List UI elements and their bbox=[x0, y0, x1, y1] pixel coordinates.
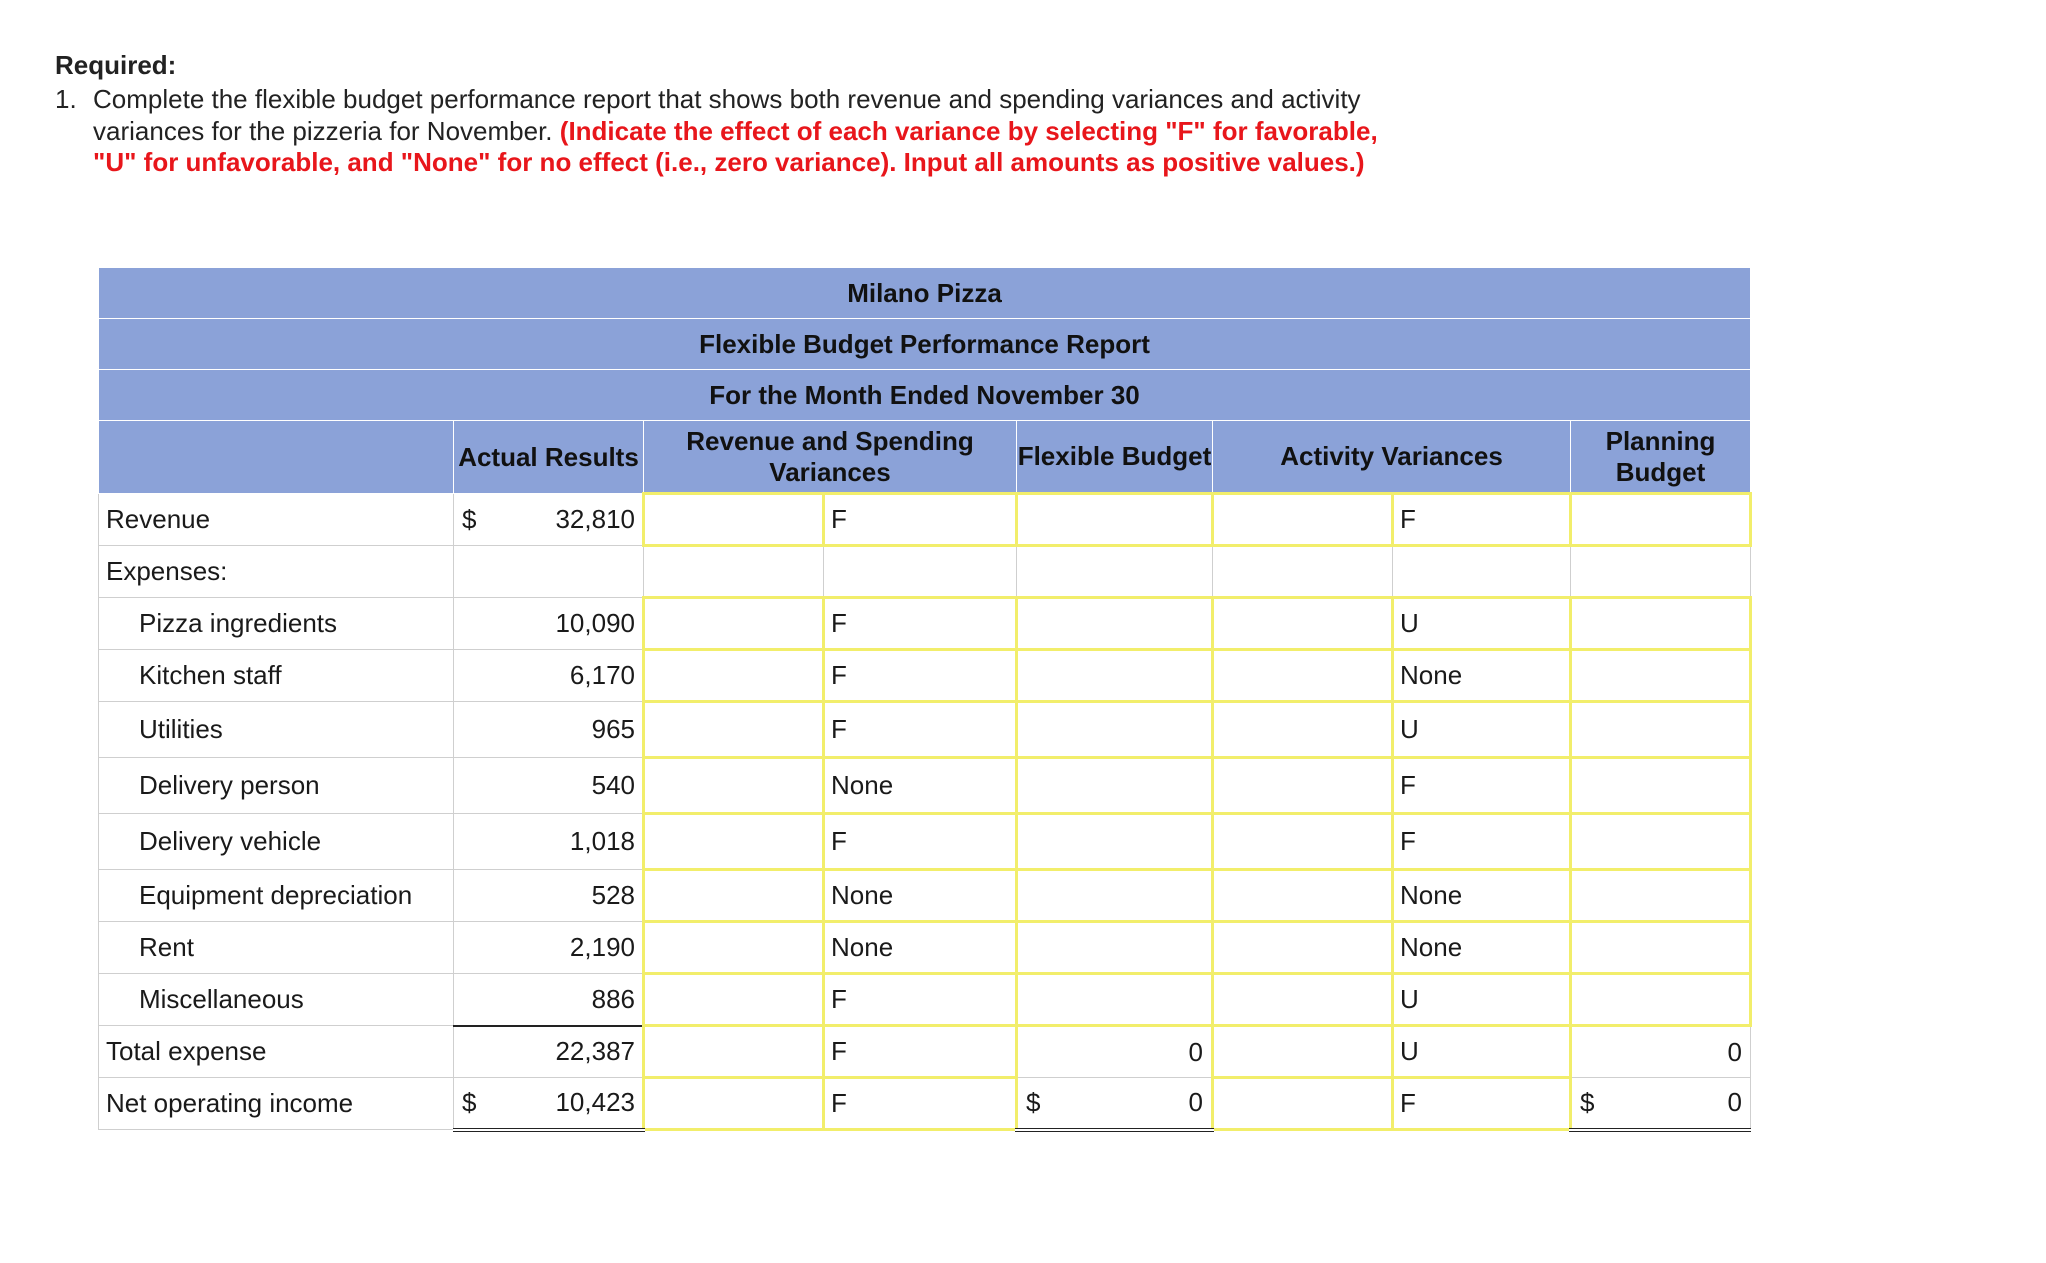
rs-amount-input[interactable] bbox=[644, 758, 824, 814]
rs-effect-select[interactable]: F bbox=[824, 1026, 1017, 1078]
report-period: For the Month Ended November 30 bbox=[99, 370, 1751, 421]
row-utilities bbox=[99, 702, 1751, 758]
actual-value: 10,090 bbox=[454, 598, 644, 650]
row-kitchen-staff bbox=[99, 650, 1751, 702]
report-title: Flexible Budget Performance Report bbox=[99, 319, 1751, 370]
header-flexible: Flexible Budget bbox=[1017, 421, 1213, 494]
report-company: Milano Pizza bbox=[99, 268, 1751, 319]
currency-sign: $ bbox=[1026, 1087, 1041, 1118]
actual-value: 528 bbox=[454, 870, 644, 922]
flexible-net: 0 bbox=[1188, 1087, 1203, 1118]
row-delivery-person bbox=[99, 758, 1751, 814]
header-blank bbox=[99, 421, 454, 494]
activity-amount-input[interactable] bbox=[1213, 870, 1393, 922]
planning-net: 0 bbox=[1727, 1087, 1742, 1118]
planning-input[interactable] bbox=[1571, 974, 1751, 1026]
flexible-input[interactable] bbox=[1017, 974, 1213, 1026]
rs-effect-select[interactable]: None bbox=[824, 922, 1017, 974]
rs-amount-input[interactable] bbox=[644, 1078, 824, 1130]
header-activity: Activity Variances bbox=[1213, 421, 1571, 494]
activity-effect-select[interactable]: None bbox=[1393, 650, 1571, 702]
rs-amount-input[interactable] bbox=[644, 598, 824, 650]
row-delivery-vehicle bbox=[99, 814, 1751, 870]
header-actual: Actual Results bbox=[454, 421, 644, 494]
row-label: Expenses: bbox=[99, 546, 454, 598]
flexible-net-cell bbox=[1017, 1078, 1213, 1130]
flexible-input[interactable] bbox=[1017, 494, 1213, 546]
actual-value: 1,018 bbox=[454, 814, 644, 870]
actual-value: 540 bbox=[454, 758, 644, 814]
row-miscellaneous bbox=[99, 974, 1751, 1026]
activity-effect-select[interactable]: U bbox=[1393, 1026, 1571, 1078]
planning-total: 0 bbox=[1571, 1026, 1751, 1078]
rs-effect-select[interactable]: F bbox=[824, 1078, 1017, 1130]
activity-amount-input[interactable] bbox=[1213, 1026, 1393, 1078]
activity-amount-input[interactable] bbox=[1213, 494, 1393, 546]
row-equipment-depreciation bbox=[99, 870, 1751, 922]
rs-effect-select[interactable]: None bbox=[824, 870, 1017, 922]
rs-effect-select[interactable]: F bbox=[824, 974, 1017, 1026]
row-label: Pizza ingredients bbox=[99, 598, 454, 650]
currency-sign: $ bbox=[462, 504, 477, 534]
flexible-total: 0 bbox=[1017, 1026, 1213, 1078]
activity-effect-select[interactable]: U bbox=[1393, 702, 1571, 758]
planning-input[interactable] bbox=[1571, 650, 1751, 702]
currency-sign: $ bbox=[1580, 1087, 1595, 1118]
actual-value: 32,810 bbox=[555, 504, 635, 534]
flexible-input[interactable] bbox=[1017, 922, 1213, 974]
activity-effect-select[interactable]: None bbox=[1393, 870, 1571, 922]
instruction-body bbox=[93, 84, 1385, 179]
activity-amount-input[interactable] bbox=[1213, 650, 1393, 702]
row-label: Revenue bbox=[99, 494, 454, 546]
planning-input[interactable] bbox=[1571, 814, 1751, 870]
row-label: Miscellaneous bbox=[99, 974, 454, 1026]
actual-value: 6,170 bbox=[454, 650, 644, 702]
actual-cell bbox=[454, 1078, 644, 1130]
actual-value: 886 bbox=[454, 974, 644, 1026]
actual-value: 10,423 bbox=[555, 1087, 635, 1118]
row-label: Utilities bbox=[99, 702, 454, 758]
rs-effect-select[interactable]: None bbox=[824, 758, 1017, 814]
flexible-input[interactable] bbox=[1017, 814, 1213, 870]
flexible-input[interactable] bbox=[1017, 702, 1213, 758]
row-net-operating-income bbox=[99, 1078, 1751, 1130]
row-revenue bbox=[99, 494, 1751, 546]
row-label: Rent bbox=[99, 922, 454, 974]
rs-effect-select[interactable]: F bbox=[824, 814, 1017, 870]
activity-effect-select[interactable]: F bbox=[1393, 814, 1571, 870]
rs-effect-select[interactable]: F bbox=[824, 650, 1017, 702]
rs-amount-input[interactable] bbox=[644, 1026, 824, 1078]
row-rent bbox=[99, 922, 1751, 974]
actual-cell bbox=[454, 494, 644, 546]
planning-input[interactable] bbox=[1571, 922, 1751, 974]
flexible-input[interactable] bbox=[1017, 870, 1213, 922]
activity-amount-input[interactable] bbox=[1213, 1078, 1393, 1130]
rs-effect-select[interactable]: F bbox=[824, 702, 1017, 758]
activity-amount-input[interactable] bbox=[1213, 814, 1393, 870]
activity-amount-input[interactable] bbox=[1213, 758, 1393, 814]
activity-effect-select[interactable]: U bbox=[1393, 598, 1571, 650]
activity-effect-select[interactable]: U bbox=[1393, 974, 1571, 1026]
activity-amount-input[interactable] bbox=[1213, 702, 1393, 758]
flexible-input[interactable] bbox=[1017, 650, 1213, 702]
required-heading: Required: bbox=[55, 50, 177, 80]
rs-amount-input[interactable] bbox=[644, 870, 824, 922]
row-total-expense bbox=[99, 1026, 1751, 1078]
planning-input[interactable] bbox=[1571, 494, 1751, 546]
rs-effect-select[interactable]: F bbox=[824, 494, 1017, 546]
row-expenses-header bbox=[99, 546, 1751, 598]
actual-value: 2,190 bbox=[454, 922, 644, 974]
rs-amount-input[interactable] bbox=[644, 814, 824, 870]
activity-effect-select[interactable]: F bbox=[1393, 494, 1571, 546]
activity-amount-input[interactable] bbox=[1213, 922, 1393, 974]
row-label: Delivery vehicle bbox=[99, 814, 454, 870]
rs-amount-input[interactable] bbox=[644, 650, 824, 702]
flexible-input[interactable] bbox=[1017, 758, 1213, 814]
rs-amount-input[interactable] bbox=[644, 922, 824, 974]
flexible-input[interactable] bbox=[1017, 598, 1213, 650]
row-label: Equipment depreciation bbox=[99, 870, 454, 922]
row-label: Total expense bbox=[99, 1026, 454, 1078]
header-rev-spend: Revenue and Spending Variances bbox=[644, 421, 1017, 494]
activity-amount-input[interactable] bbox=[1213, 598, 1393, 650]
rs-amount-input[interactable] bbox=[644, 974, 824, 1026]
actual-value: 965 bbox=[454, 702, 644, 758]
planning-input[interactable] bbox=[1571, 870, 1751, 922]
instruction-number: 1. bbox=[55, 84, 77, 114]
activity-amount-input[interactable] bbox=[1213, 974, 1393, 1026]
planning-input[interactable] bbox=[1571, 758, 1751, 814]
rs-amount-input[interactable] bbox=[644, 494, 824, 546]
planning-net-cell bbox=[1571, 1078, 1751, 1130]
currency-sign: $ bbox=[462, 1087, 477, 1118]
activity-effect-select[interactable]: F bbox=[1393, 1078, 1571, 1130]
planning-input[interactable] bbox=[1571, 702, 1751, 758]
activity-effect-select[interactable]: None bbox=[1393, 922, 1571, 974]
instructions bbox=[55, 84, 1385, 179]
instruction-note: (Indicate the effect of each variance by selecting "F" for favorable, "U" for unfavorable, and "None" for no effect (i.e., zero variance). Input all amounts as positive values.) bbox=[93, 115, 1378, 177]
rs-effect-select[interactable]: F bbox=[824, 598, 1017, 650]
row-pizza-ingredients bbox=[99, 598, 1751, 650]
row-label: Net operating income bbox=[99, 1078, 454, 1130]
activity-effect-select[interactable]: F bbox=[1393, 758, 1571, 814]
row-label: Delivery person bbox=[99, 758, 454, 814]
planning-input[interactable] bbox=[1571, 598, 1751, 650]
rs-amount-input[interactable] bbox=[644, 702, 824, 758]
row-label: Kitchen staff bbox=[99, 650, 454, 702]
performance-report-table bbox=[98, 267, 1752, 1132]
instruction-text: Complete the flexible budget performance report that shows both revenue and spending variances and activity variances for the pizzeria for November. bbox=[93, 84, 1361, 146]
header-planning: Planning Budget bbox=[1571, 421, 1751, 494]
actual-value: 22,387 bbox=[454, 1026, 644, 1078]
